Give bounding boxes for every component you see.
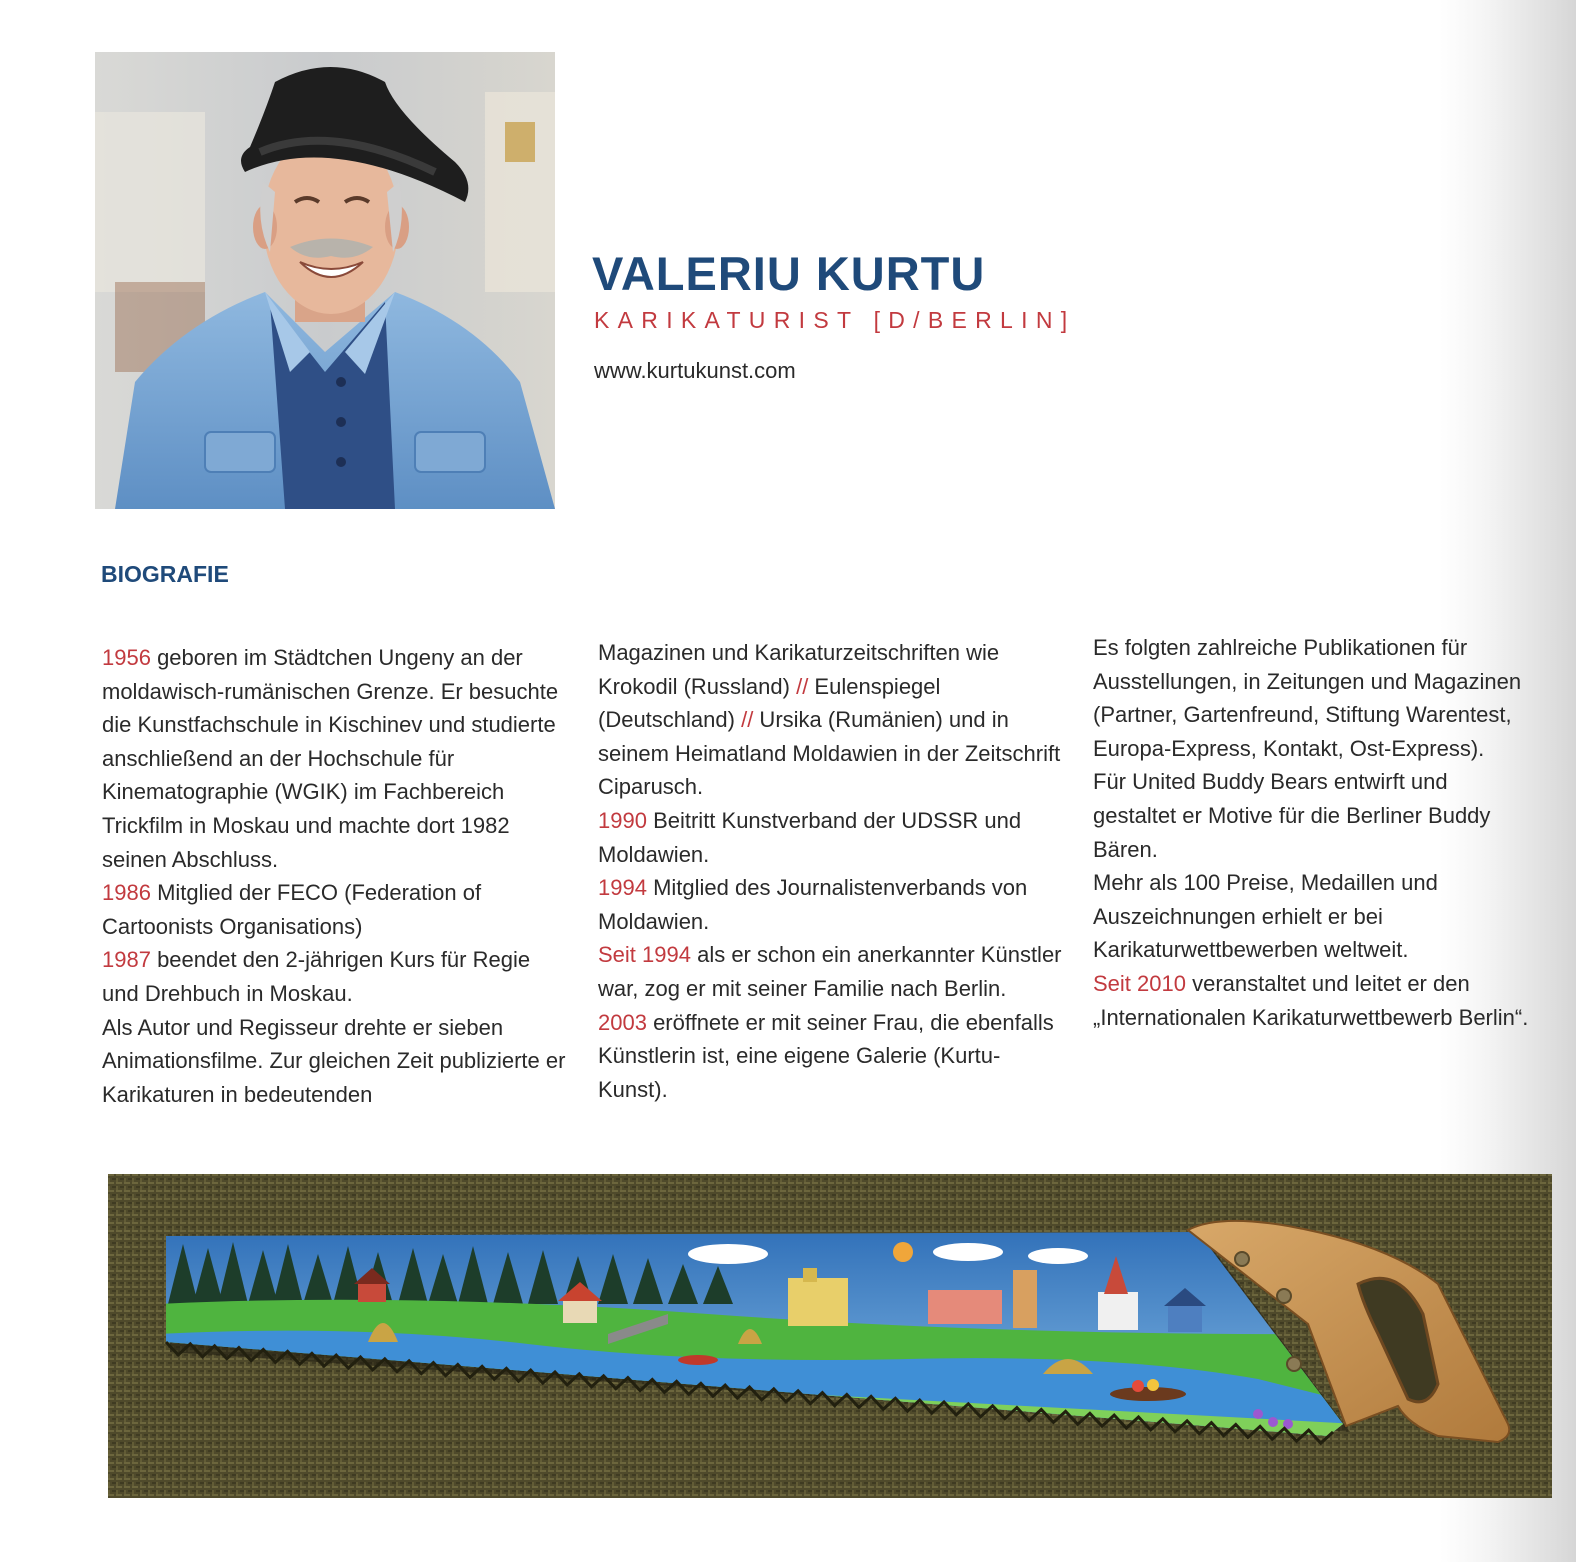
bio-entry bbox=[102, 943, 567, 1010]
bio-entry bbox=[102, 641, 567, 876]
bio-text: Mehr als 100 Preise, Medaillen und Auszeichnungen erhielt er bei Karikaturwettbewerben weltweit. bbox=[1093, 870, 1438, 963]
bio-text: als er schon ein anerkannter Künstler war, zog er mit seiner Familie nach Berlin. bbox=[598, 942, 1062, 1001]
separator-slashes: // bbox=[796, 673, 809, 699]
bio-year: 2003 bbox=[598, 1009, 647, 1035]
biography-column-1 bbox=[102, 641, 567, 1111]
bio-year: Seit 1994 bbox=[598, 942, 691, 968]
bio-year: 1990 bbox=[598, 807, 647, 833]
bio-text: Als Autor und Regisseur drehte er sieben Animationsfilme. Zur gleichen Zeit publizierte er Karikaturen in bedeutenden bbox=[102, 1014, 566, 1107]
bio-text: Mitglied des Journalistenverbands von Moldawien. bbox=[598, 875, 1028, 934]
bio-text: beendet den 2-jährigen Kurs für Regie und Drehbuch in Moskau. bbox=[102, 947, 531, 1006]
bio-entry bbox=[1093, 631, 1533, 765]
artist-name: VALERIU KURTU bbox=[592, 247, 986, 300]
bio-text: Magazinen und Karikaturzeitschriften wie Krokodil (Russland) // Eulenspiegel (Deutschland) // Ursika (Rumänien) und in seinem Heimatland Moldawien in der Zeitschrift Ciparusch. bbox=[598, 640, 1061, 800]
artist-website-link[interactable]: www.kurtukunst.com bbox=[594, 358, 796, 383]
bio-text: Beitritt Kunstverband der UDSSR und Moldawien. bbox=[598, 807, 1022, 867]
bio-entry bbox=[598, 871, 1063, 938]
bio-entry bbox=[598, 636, 1063, 804]
bio-entry bbox=[102, 1011, 567, 1112]
bio-year: 1994 bbox=[598, 875, 647, 901]
bio-entry bbox=[1093, 967, 1533, 1034]
bio-text: eröffnete er mit seiner Frau, die ebenfalls Künstlerin ist, eine eigene Galerie (Kurtu-Kunst). bbox=[598, 1009, 1054, 1102]
bio-year: Seit 2010 bbox=[1093, 970, 1186, 996]
bio-text: veranstaltet und leitet er den „Internationalen Karikaturwettbewerb Berlin“. bbox=[1093, 970, 1529, 1030]
biography-column-3 bbox=[1093, 631, 1533, 1034]
biography-heading: BIOGRAFIE bbox=[101, 561, 229, 587]
bio-text: Mitglied der FECO (Federation of Cartoonists Organisations) bbox=[102, 880, 482, 939]
bio-text: Es folgten zahlreiche Publikationen für Ausstellungen, in Zeitungen und Magazinen (Partner, Gartenfreund, Stiftung Warentest, Europa-Express, Kontakt, Ost-Express). bbox=[1093, 635, 1522, 761]
bio-year: 1956 bbox=[102, 645, 151, 670]
bio-text: geboren im Städtchen Ungeny an der moldawisch-rumänischen Grenze. Er besuchte die Kunstfachschule in Kischinev und studierte anschließend an der Hochschule für Kinematographie (WGIK) im Fachbereich Trickfilm in Moskau und machte dort 1982 seinen Abschluss. bbox=[102, 645, 559, 872]
separator-slashes: // bbox=[741, 707, 754, 733]
painted-saw-artwork bbox=[108, 1174, 1552, 1498]
portrait-photo bbox=[95, 52, 555, 509]
bio-entry bbox=[1093, 765, 1533, 866]
bio-text: Für United Buddy Bears entwirft und gestaltet er Motive für die Berliner Buddy Bären. bbox=[1093, 769, 1491, 862]
artist-role: KARIKATURIST [D/BERLIN] bbox=[594, 307, 1076, 333]
bio-entry bbox=[102, 876, 567, 943]
bio-entry bbox=[598, 1006, 1063, 1107]
bio-entry bbox=[1093, 866, 1533, 967]
bio-year: 1986 bbox=[102, 880, 151, 906]
bio-year: 1987 bbox=[102, 947, 151, 973]
bio-entry bbox=[598, 804, 1063, 871]
biography-column-2 bbox=[598, 636, 1063, 1106]
bio-entry bbox=[598, 938, 1063, 1005]
